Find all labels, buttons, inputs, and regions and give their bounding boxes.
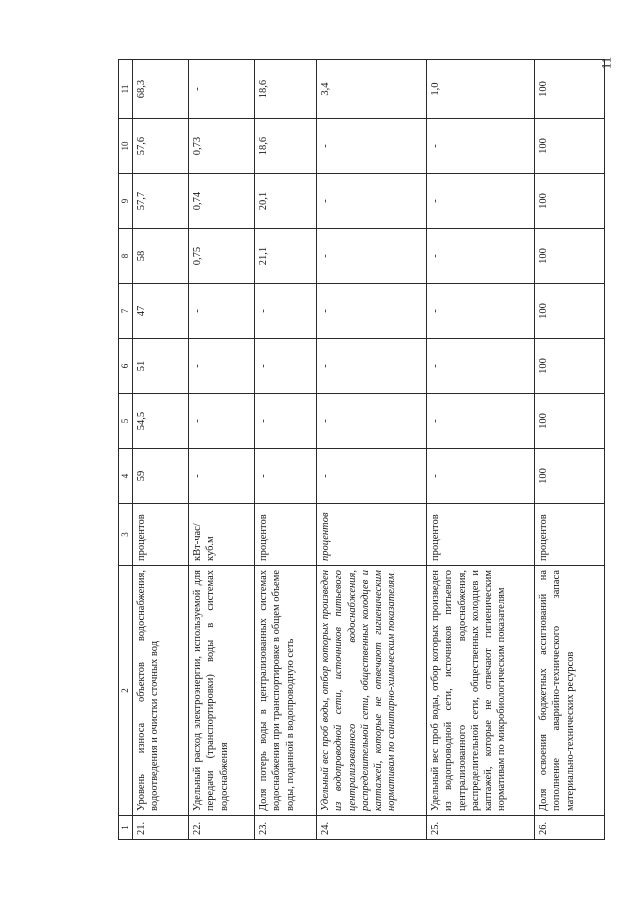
- indicator-description-text: Удельный вес проб воды, отбор которых произведен из водопроводной сети, источников питьевого централизованного водоснабжения, распределительной сети, общественных колодцев и каптажей, которые не отвечают гигиеническим нормативам по санитарно-химическим показателям: [320, 570, 397, 811]
- value-cell: 47: [133, 284, 189, 339]
- row-number: 26.: [535, 816, 605, 840]
- value-cell: 68,3: [133, 60, 189, 119]
- value-cell: -: [427, 449, 535, 504]
- indicator-description: Доля потерь воды в централизованных системах водоснабжения при транспортировке в общем объеме воды, поданной в водопроводную сеть: [255, 566, 317, 816]
- value-cell: 100: [535, 60, 605, 119]
- value-cell: 57,6: [133, 119, 189, 174]
- column-header: 9: [119, 174, 133, 229]
- value-cell: -: [317, 284, 427, 339]
- column-header: 6: [119, 339, 133, 394]
- value-cell: -: [427, 339, 535, 394]
- value-cell: -: [317, 339, 427, 394]
- value-cell: -: [317, 119, 427, 174]
- value-cell: 18,6: [255, 119, 317, 174]
- value-cell: -: [255, 394, 317, 449]
- value-cell: -: [189, 449, 255, 504]
- column-header: 11: [119, 60, 133, 119]
- column-header: 10: [119, 119, 133, 174]
- value-cell: 100: [535, 339, 605, 394]
- value-cell: -: [317, 229, 427, 284]
- value-cell: 18,6: [255, 60, 317, 119]
- value-cell: -: [317, 449, 427, 504]
- value-cell: -: [255, 449, 317, 504]
- column-header: 4: [119, 449, 133, 504]
- header-row: [119, 60, 133, 840]
- table-row: [535, 60, 605, 840]
- value-cell: 100: [535, 174, 605, 229]
- table-row: [317, 60, 427, 840]
- value-cell: 100: [535, 449, 605, 504]
- value-cell: 57,7: [133, 174, 189, 229]
- value-cell: -: [255, 339, 317, 394]
- value-cell: 59: [133, 449, 189, 504]
- unit-cell: процентов: [255, 504, 317, 566]
- value-cell: 54,5: [133, 394, 189, 449]
- column-header: 7: [119, 284, 133, 339]
- column-header: 5: [119, 394, 133, 449]
- unit-cell: процентов: [427, 504, 535, 566]
- value-cell: 100: [535, 394, 605, 449]
- column-header: 2: [119, 566, 133, 816]
- unit-text: процентов: [320, 512, 332, 561]
- value-cell: -: [427, 229, 535, 284]
- page-number: 11: [598, 56, 614, 70]
- value-cell: 100: [535, 284, 605, 339]
- value-cell: 51: [133, 339, 189, 394]
- indicators-table: [118, 59, 605, 840]
- value-cell: -: [189, 60, 255, 119]
- value-cell: -: [189, 284, 255, 339]
- value-cell: 58: [133, 229, 189, 284]
- indicator-description: Доля освоения бюджетных ассигнований на пополнение аварийно-технического запаса материально-технических ресурсов: [535, 566, 605, 816]
- unit-cell: процентов: [535, 504, 605, 566]
- row-number: 22.: [189, 816, 255, 840]
- value-cell: 1,0: [427, 60, 535, 119]
- value-cell: -: [427, 394, 535, 449]
- row-number: 23.: [255, 816, 317, 840]
- unit-cell: кВт-час/ куб.м: [189, 504, 255, 566]
- row-number: 25.: [427, 816, 535, 840]
- table-row: [255, 60, 317, 840]
- indicator-description: Удельный вес проб воды, отбор которых произведен из водопроводной сети, источников питьевого централизованного водоснабжения, распределительной сети, общественных колодцев и каптажей, которые не отвечают гигиеническим нормативам по микробиологическим показателям: [427, 566, 535, 816]
- value-cell: -: [427, 174, 535, 229]
- value-cell: -: [189, 339, 255, 394]
- value-cell: 21,1: [255, 229, 317, 284]
- rotated-table-container: [118, 60, 618, 840]
- column-header: 8: [119, 229, 133, 284]
- value-cell: 100: [535, 119, 605, 174]
- value-cell: -: [427, 119, 535, 174]
- column-header: 3: [119, 504, 133, 566]
- value-cell: 100: [535, 229, 605, 284]
- unit-cell: процентов: [133, 504, 189, 566]
- indicator-description: [317, 566, 427, 816]
- unit-cell: [317, 504, 427, 566]
- table-row: [133, 60, 189, 840]
- row-number: 21.: [133, 816, 189, 840]
- value-cell: 3,4: [317, 60, 427, 119]
- value-cell: 0,75: [189, 229, 255, 284]
- row-number: 24.: [317, 816, 427, 840]
- value-cell: 20,1: [255, 174, 317, 229]
- table-row: [189, 60, 255, 840]
- value-cell: -: [317, 174, 427, 229]
- table-row: [427, 60, 535, 840]
- value-cell: -: [255, 284, 317, 339]
- value-cell: 0,73: [189, 119, 255, 174]
- value-cell: -: [317, 394, 427, 449]
- indicator-description: Уровень износа объектов водоснабжения, водоотведения и очистки сточных вод: [133, 566, 189, 816]
- indicator-description: Удельный расход электроэнергии, используемой для передачи (транспортировки) воды в системах водоснабжения: [189, 566, 255, 816]
- column-header: 1: [119, 816, 133, 840]
- value-cell: -: [189, 394, 255, 449]
- value-cell: 0,74: [189, 174, 255, 229]
- value-cell: -: [427, 284, 535, 339]
